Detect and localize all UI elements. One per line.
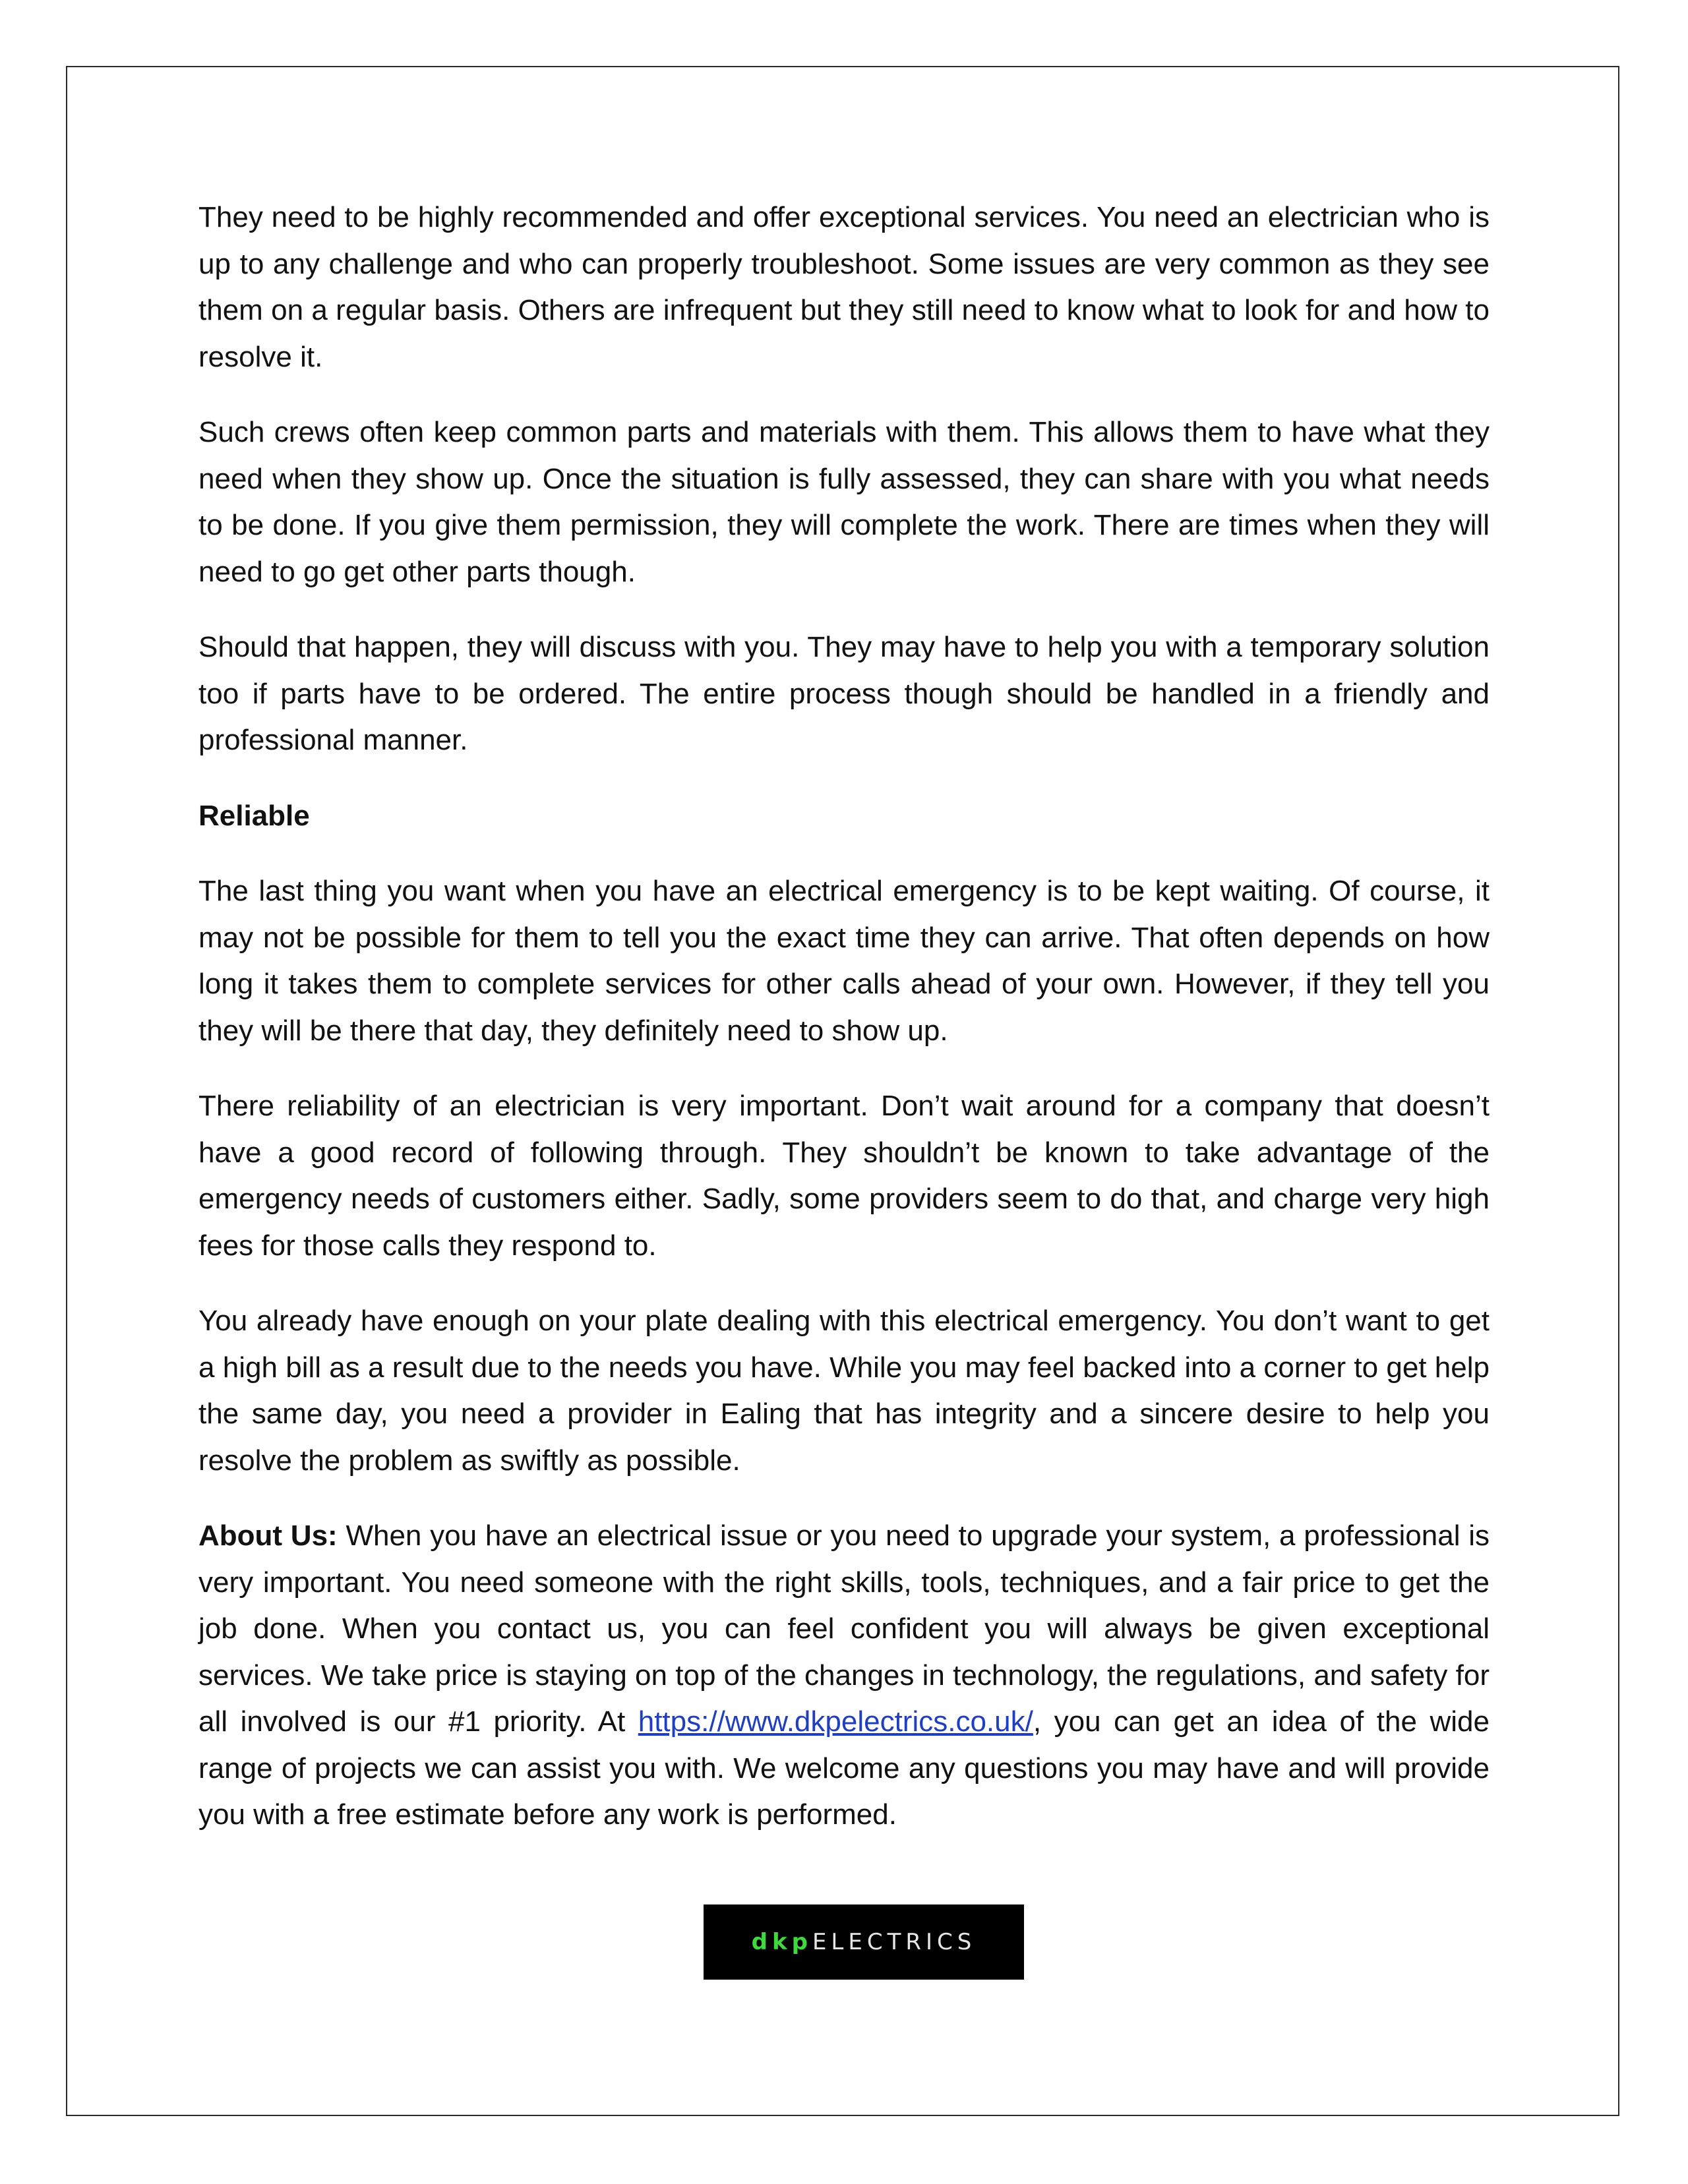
paragraph-last-thing: The last thing you want when you have an electrical emergency is to be kept waiting. Of course, it may not be possible for them to tell you the exact time they can arrive. That often depends on how long it takes them to complete services for other calls ahead of your own. However, if they tell you they will be there that day, they definitely need to show up.	[198, 875, 1490, 1047]
about-us-text-after-link: , you can get an idea of the wide range of projects we can assist you with. We welcome any questions you may have and will provide you with a free estimate before any work is performed.	[198, 1705, 1490, 1831]
paragraph-should-that-happen: Should that happen, they will discuss with you. They may have to help you with a temporary solution too if parts have to be ordered. The entire process though should be handled in a friendly and professional manner.	[198, 631, 1490, 756]
about-us-label: About Us:	[198, 1520, 338, 1552]
document-body	[198, 194, 1490, 1868]
about-us-text-before-link: When you have an electrical issue or you need to upgrade your system, a professional is very important. You need someone with the right skills, tools, techniques, and a fair price to get the job done. When you contact us, you can feel confident you will always be given exceptional services. We take price is staying on top of the changes in technology, the regulations, and safety for all involved is our #1 priority. At	[198, 1520, 1490, 1738]
paragraph-reliability: There reliability of an electrician is very important. Don’t wait around for a company that doesn’t have a good record of following through. They shouldn’t be known to take advantage of the emergency needs of customers either. Sadly, some providers seem to do that, and charge very high fees for those calls they respond to.	[198, 1090, 1490, 1262]
company-logo	[704, 1904, 1024, 1980]
heading-reliable: Reliable	[198, 799, 310, 832]
paragraph-crews: Such crews often keep common parts and materials with them. This allows them to have what they need when they show up. Once the situation is fully assessed, they can share with you what needs to be done. If you give them permission, they will complete the work. There are times when they will need to go get other parts though.	[198, 416, 1490, 588]
logo-accent-text: dkp	[751, 1929, 812, 1955]
paragraph-about-us	[198, 1513, 1490, 1839]
website-link[interactable]: https://www.dkpelectrics.co.uk/	[638, 1705, 1033, 1738]
logo-main-text: ELECTRICS	[812, 1929, 977, 1955]
paragraph-already-enough: You already have enough on your plate dealing with this electrical emergency. You don’t want to get a high bill as a result due to the needs you have. While you may feel backed into a corner to get help the same day, you need a provider in Ealing that has integrity and a sincere desire to help you resolve the problem as swiftly as possible.	[198, 1305, 1490, 1477]
paragraph-recommended: They need to be highly recommended and offer exceptional services. You need an electrician who is up to any challenge and who can properly troubleshoot. Some issues are very common as they see them on a regular basis. Others are infrequent but they still need to know what to look for and how to resolve it.	[198, 201, 1490, 373]
